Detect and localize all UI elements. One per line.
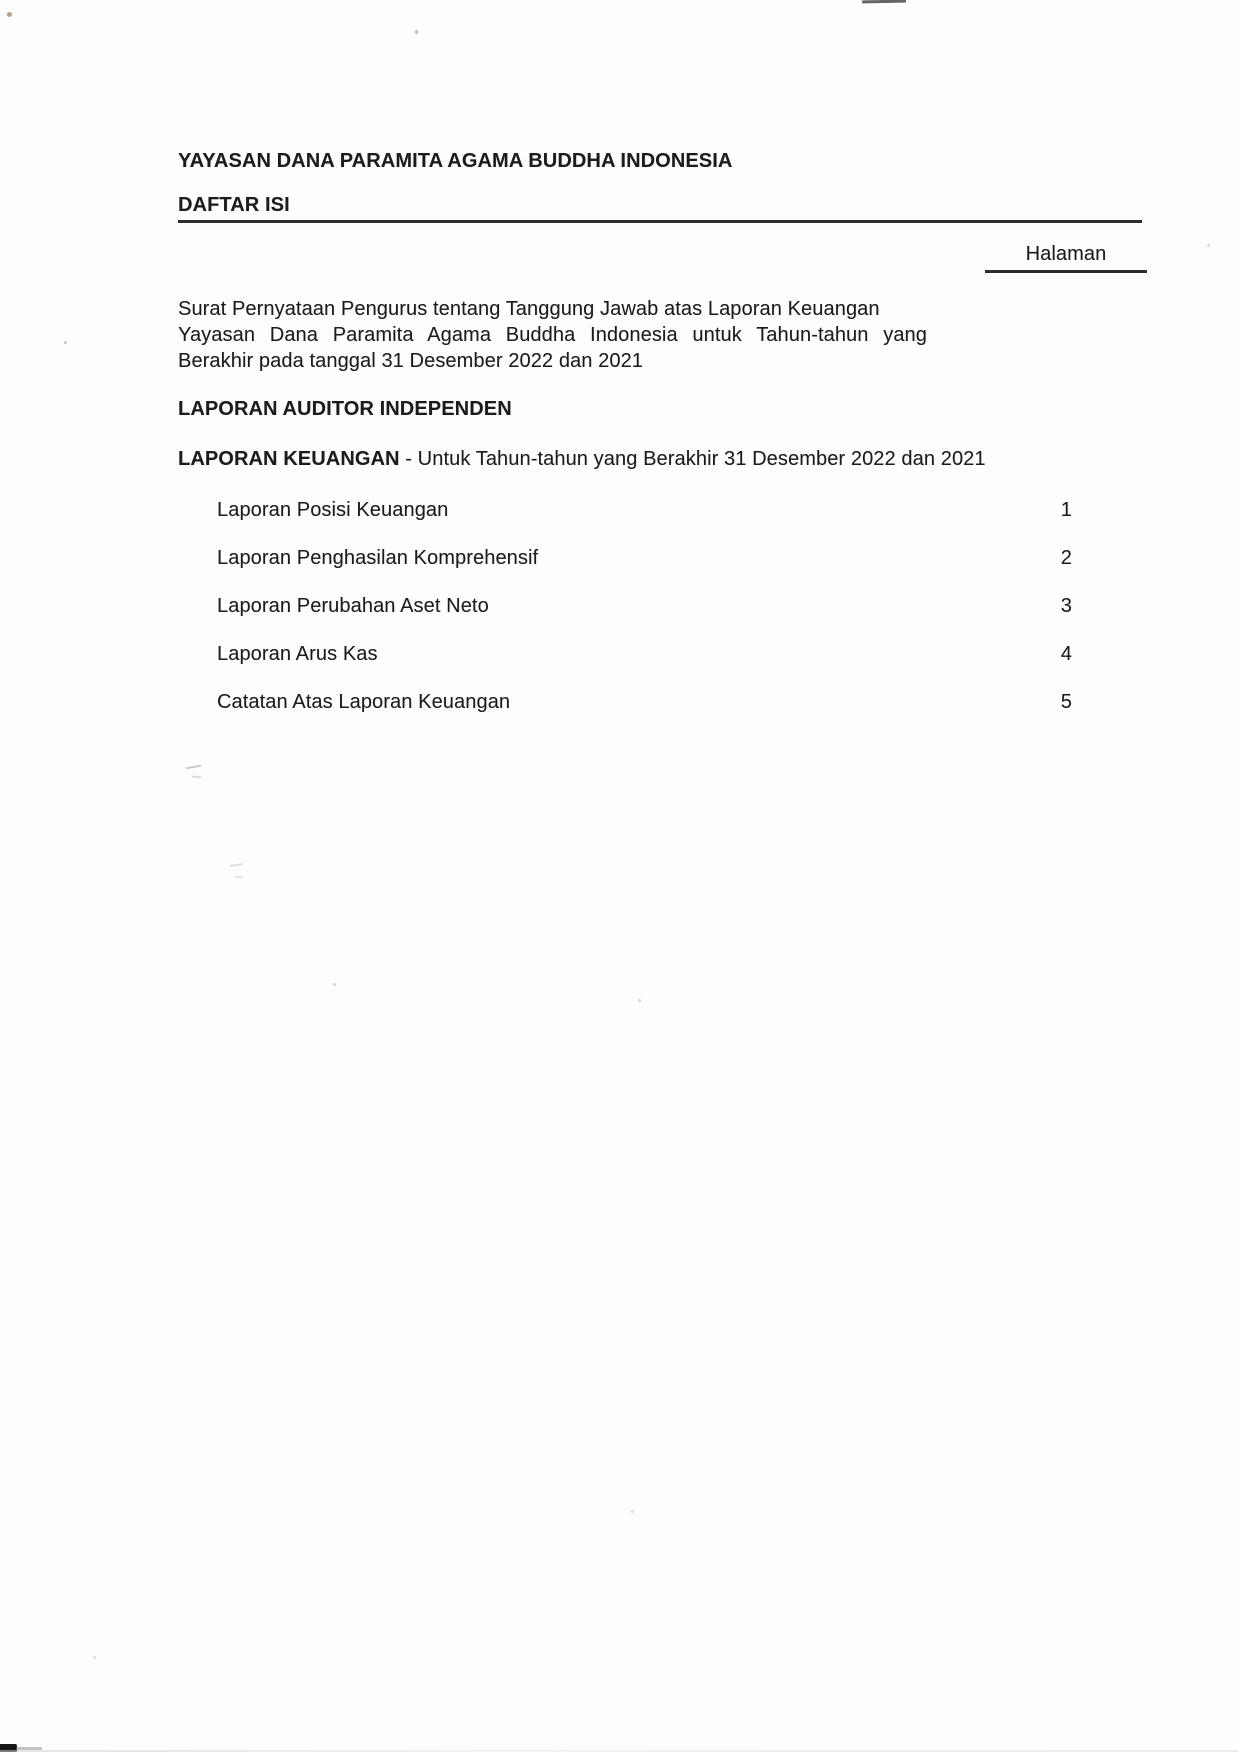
scan-artifact-top-dash [862, 0, 906, 3]
scan-artifact-corner-smear [16, 1747, 42, 1750]
scan-artifact-pencil-mark [230, 863, 243, 867]
financial-statements-heading-rest: - Untuk Tahun-tahun yang Berakhir 31 Desember 2022 dan 2021 [399, 448, 986, 470]
toc-item-label: Laporan Posisi Keuangan [217, 499, 449, 521]
responsibility-statement-paragraph [178, 296, 927, 374]
scan-speck [64, 341, 67, 344]
scan-speck [93, 1656, 96, 1659]
scan-speck [1207, 244, 1210, 247]
scan-artifact-pencil-mark [186, 765, 201, 770]
scan-artifact-corner-mark [0, 1744, 17, 1752]
scan-speck [631, 1510, 634, 1513]
scan-artifact-pencil-mark [235, 876, 243, 878]
scan-speck [415, 30, 418, 34]
toc-item-label: Laporan Penghasilan Komprehensif [217, 547, 539, 569]
page-column-header [985, 241, 1147, 273]
toc-section-heading [178, 192, 1142, 223]
toc-row-laporan-arus-kas [217, 641, 1072, 667]
toc-item-page-number: 5 [1060, 691, 1072, 713]
scan-speck [333, 983, 336, 986]
toc-row-laporan-penghasilan-komprehensif [217, 545, 1072, 571]
statement-line-2: Yayasan Dana Paramita Agama Buddha Indonesia untuk Tahun-tahun yang [178, 324, 927, 346]
page-column-header-label: Halaman [1025, 243, 1107, 265]
auditor-report-heading: LAPORAN AUDITOR INDEPENDEN [178, 398, 512, 420]
toc-row-laporan-posisi-keuangan [217, 497, 1072, 523]
toc-item-page-number: 4 [1060, 643, 1072, 665]
toc-item-label: Laporan Perubahan Aset Neto [217, 595, 489, 617]
financial-statements-heading [178, 446, 986, 472]
toc-section-heading-label: DAFTAR ISI [178, 194, 290, 216]
statement-line-3: Berakhir pada tanggal 31 Desember 2022 dan 2021 [178, 350, 644, 372]
toc-row-laporan-perubahan-aset-neto [217, 593, 1072, 619]
toc-item-page-number: 2 [1060, 547, 1072, 569]
toc-row-catatan-atas-laporan-keuangan [217, 689, 1072, 715]
scan-speck [638, 999, 641, 1002]
scan-artifact-pencil-mark [192, 776, 201, 779]
toc-item-page-number: 3 [1060, 595, 1072, 617]
toc-item-label: Laporan Arus Kas [217, 643, 378, 665]
statement-line-1: Surat Pernyataan Pengurus tentang Tanggung Jawab atas Laporan Keuangan [178, 298, 880, 320]
organization-name: YAYASAN DANA PARAMITA AGAMA BUDDHA INDONESIA [178, 150, 733, 172]
financial-statements-heading-bold: LAPORAN KEUANGAN [178, 448, 400, 470]
toc-item-label: Catatan Atas Laporan Keuangan [217, 691, 511, 713]
scan-speck [7, 12, 12, 17]
toc-item-page-number: 1 [1060, 499, 1072, 521]
